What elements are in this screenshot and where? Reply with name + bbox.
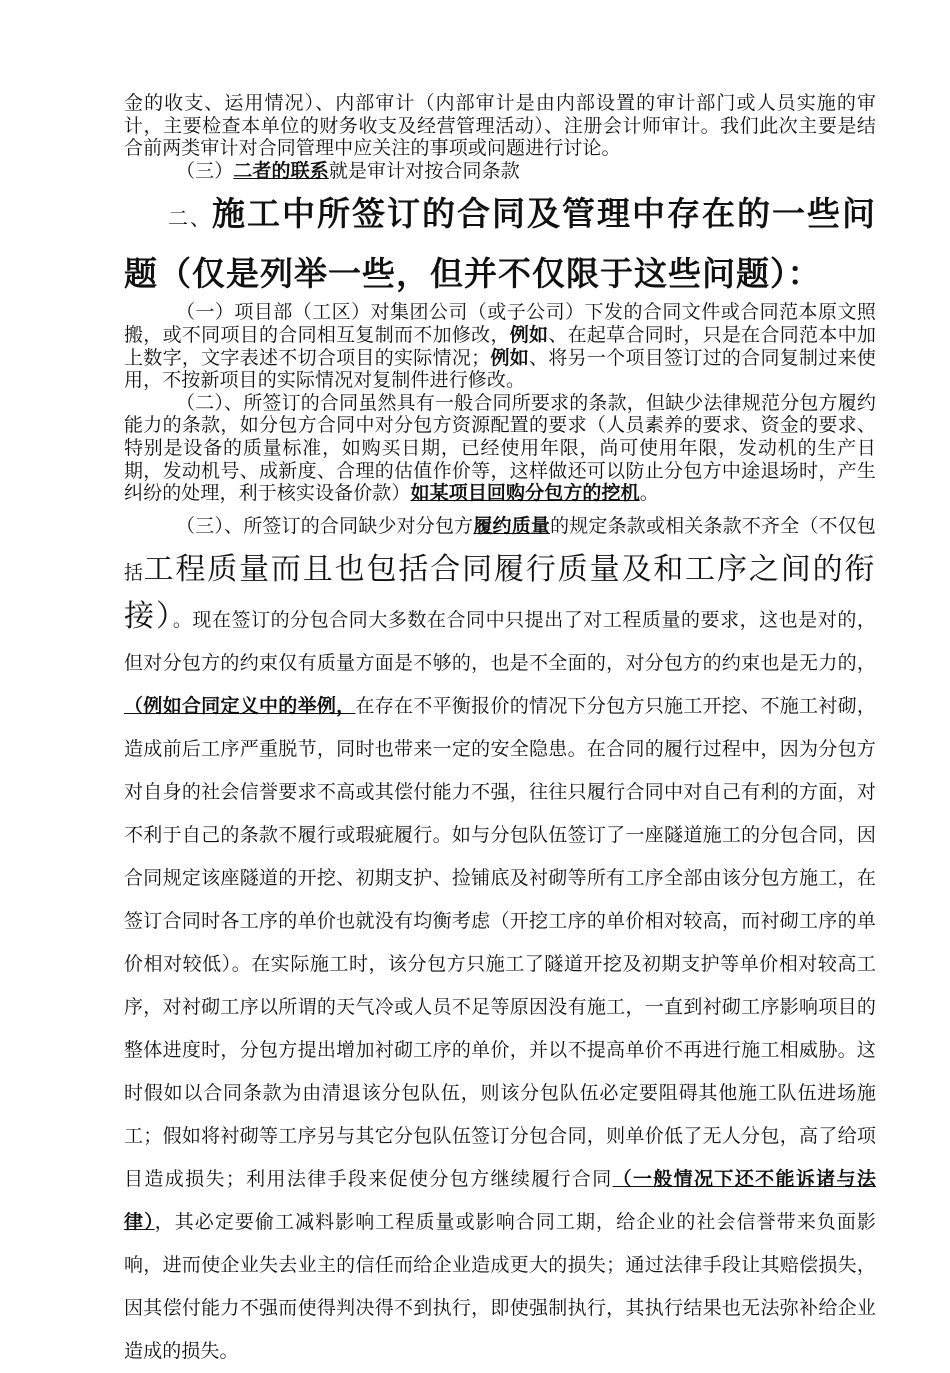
- p1-text-1: （一）项目部（工区）对集团公司（或子公司）下发的合同文件或合同范本原文照搬，或不同项目的合同相互复制而不加修改，: [124, 301, 876, 346]
- heading-2-number: 二、: [168, 206, 212, 231]
- p2-example-underlined: 如某项目回购分包方的挖机: [410, 482, 640, 505]
- p2-text-2: 。: [639, 482, 659, 505]
- p3-legal-note-underlined: （一般情况下还不能诉诸与法律）: [124, 1167, 876, 1233]
- p1-example-1: 例如: [509, 323, 549, 346]
- section-3-suffix: 就是审计对按合同条款: [328, 159, 520, 182]
- paragraph-audit-types: 金的收支、运用情况）、内部审计（内部审计是由内部设置的审计部门或人员实施的审计，主要检查本单位的财务收支及经营管理活动）、注册会计师审计。我们此次主要是结合前两类审计对合同管理中应关注的事项或问题进行讨论。: [124, 92, 876, 160]
- paragraph-item-2: [124, 392, 876, 505]
- p1-text-2: 、在起草合同时，只是在合同范本中加上数字，文字表述不切合项目的实际情况；: [124, 323, 876, 369]
- p1-text-3: 、将另一个项目签订过的合同复制过来使用，不按新项目的实际情况对复制件进行修改。: [124, 346, 876, 392]
- p3-text-5: ，其必定要偷工减料影响工程质量或影响合同工期，给企业的社会信誉带来负面影响，进而使企业失去业主的信任而给企业造成更大的损失；通过法律手段让其赔偿损失，因其偿付能力不强而使得判决得不到执行，即使强制执行，其执行结果也无法弥补给企业造成的损失。: [124, 1210, 877, 1362]
- section-3-relation-term: 二者的联系: [233, 159, 329, 182]
- p3-large-text: 工程质量而且也包括合同履行质量及和工序之间的衔接）: [124, 551, 876, 634]
- p1-example-2: 例如: [490, 346, 530, 369]
- p3-text-4: 在存在不平衡报价的情况下分包方只施工开挖、不施工衬砌，造成前后工序严重脱节，同时也带来一定的安全隐患。在合同的履行过程中，因为分包方对自身的社会信誉要求不高或其偿付能力不强，往往只履行合同中对自己有利的方面，对不利于自己的条款不履行或瑕疵履行。如与分包队伍签订了一座隧道施工的分包合同，因合同规定该座隧道的开挖、初期支护、捡铺底及衬砌等所有工序全部由该分包方施工，在签订合同时各工序的单价也就没有均衡考虑（开挖工序的单价相对较高，而衬砌工序的单价相对较低）。在实际施工时，该分包方只施工了隧道开挖及初期支护等单价相对较高工序，对衬砌工序以所谓的天气冷或人员不足等原因没有施工，一直到衬砌工序影响项目的整体进度时，分包方提出增加衬砌工序的单价，并以不提高单价不再进行施工相威胁。这时假如以合同条款为由清退该分包队伍，则该分包队伍必定要阻碍其他施工队伍进场施工；假如将衬砌等工序另与其它分包队伍签订分包合同，则单价低了无人分包，高了给项目造成损失；利用法律手段来促使分包方继续履行合同: [124, 694, 877, 1190]
- heading-2-text: 施工中所签订的合同及管理中存在的一些问题（仅是列举一些，但并不仅限于这些问题）：: [124, 194, 876, 294]
- section-3-relation: [124, 160, 876, 183]
- paragraph-item-3-intro: [124, 505, 876, 1373]
- document-page: [124, 92, 876, 1373]
- p3-text-3: 。现在签订的分包合同大多数在合同中只提出了对工程质量的要求，这也是对的，但对分包方的约束仅有质量方面是不够的，也是不全面的，对分包方的约束也是无力的，: [124, 608, 876, 674]
- p3-example-underlined: （例如合同定义中的举例，: [124, 694, 356, 717]
- p3-text-2: 的规定条款或相关条款不齐全（不仅包括: [124, 514, 876, 584]
- p3-performance-quality: 履约质量: [473, 514, 551, 537]
- p3-text-1: （三）、所签订的合同缺少对分包方: [176, 514, 474, 537]
- section-3-prefix: （三）: [176, 159, 234, 182]
- heading-2: [124, 186, 876, 301]
- p2-text-1: （二）、所签订的合同虽然具有一般合同所要求的条款，但缺少法律规范分包方履约能力的条款，如分包方合同中对分包方资源配置的要求（人员素养的要求、资金的要求、特别是设备的质量标准，如购买日期，已经使用年限，尚可使用年限，发动机的生产日期，发动机号、成新度、合理的估值作价等，这样做还可以防止分包方中途退场时，产生纠纷的处理，利于核实设备价款）: [124, 391, 876, 505]
- paragraph-item-1: [124, 301, 876, 391]
